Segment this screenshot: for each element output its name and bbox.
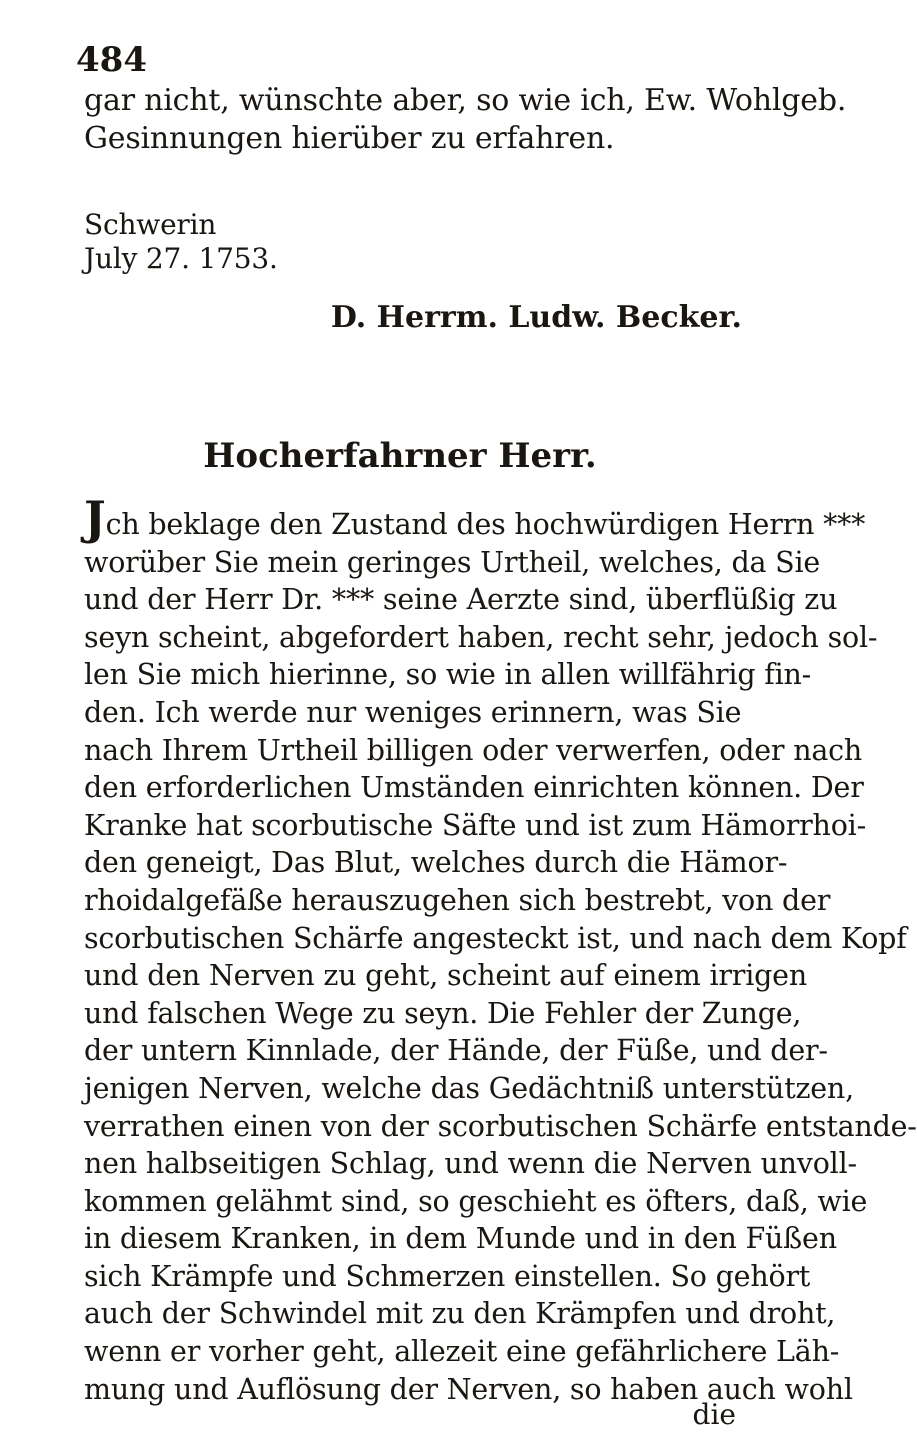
text-line: wenn er vorher geht, allezeit eine gefährlichere Läh- bbox=[84, 1335, 840, 1369]
text-line: len Sie mich hierinne, so wie in allen willfährig fin- bbox=[84, 658, 812, 692]
text-line: seyn scheint, abgefordert haben, recht sehr, jedoch sol- bbox=[84, 620, 878, 654]
place-line: Schwerin bbox=[84, 208, 217, 241]
text-line: auch der Schwindel mit zu den Krämpfen und droht, bbox=[84, 1297, 836, 1331]
text-line: den geneigt, Das Blut, welches durch die Hämor- bbox=[84, 846, 788, 880]
text-line: gar nicht, wünschte aber, so wie ich, Ew. Wohlgeb. bbox=[84, 83, 847, 118]
text-line: Kranke hat scorbutische Säfte und ist zum Hämorrhoi- bbox=[84, 808, 867, 842]
text-line: sich Krämpfe und Schmerzen einstellen. So gehört bbox=[84, 1259, 811, 1293]
text-line: verrathen einen von der scorbutischen Schärfe entstande- bbox=[84, 1109, 917, 1143]
text-line: Gesinnungen hierüber zu erfahren. bbox=[84, 121, 615, 156]
intro-paragraph bbox=[84, 82, 847, 158]
text-line: jenigen Nerven, welche das Gedächtniß unterstützen, bbox=[84, 1071, 854, 1105]
page-number: 484 bbox=[76, 40, 147, 80]
text-line: der untern Kinnlade, der Hände, der Füße, und der- bbox=[84, 1034, 828, 1068]
text-line: scorbutischen Schärfe angesteckt ist, und nach dem Kopf bbox=[84, 921, 907, 955]
text-line: rhoidalgefäße herauszugehen sich bestrebt, von der bbox=[84, 883, 831, 917]
text-line: in diesem Kranken, in dem Munde und in den Füßen bbox=[84, 1222, 837, 1256]
text-line: den. Ich werde nur weniges erinnern, was Sie bbox=[84, 695, 742, 729]
letter-body bbox=[84, 491, 917, 1408]
salutation-heading: Hocherfahrner Herr. bbox=[203, 436, 597, 476]
text-line: mung und Auflösung der Nerven, so haben auch wohl bbox=[84, 1372, 853, 1406]
text-line: den erforderlichen Umständen einrichten können. Der bbox=[84, 771, 864, 805]
text-line: worüber Sie mein geringes Urtheil, welches, da Sie bbox=[84, 545, 821, 579]
first-line-text: ch beklage den Zustand des hochwürdigen Herrn *** bbox=[105, 508, 866, 541]
text-line: und falschen Wege zu seyn. Die Fehler der Zunge, bbox=[84, 996, 802, 1030]
text-line: kommen gelähmt sind, so geschieht es öfters, daß, wie bbox=[84, 1184, 868, 1218]
date-line: July 27. 1753. bbox=[84, 242, 278, 275]
text-line: nach Ihrem Urtheil billigen oder verwerfen, oder nach bbox=[84, 733, 863, 767]
text-line: nen halbseitigen Schlag, und wenn die Nerven unvoll- bbox=[84, 1147, 857, 1181]
signature: D. Herrm. Ludw. Becker. bbox=[330, 300, 742, 335]
text-line-first bbox=[84, 491, 866, 545]
catchword: die bbox=[692, 1398, 736, 1431]
letter-closing bbox=[84, 208, 764, 276]
text-line: und den Nerven zu geht, scheint auf einem irrigen bbox=[84, 959, 807, 993]
initial-letter: J bbox=[84, 491, 106, 545]
text-line: und der Herr Dr. *** seine Aerzte sind, überflüßig zu bbox=[84, 583, 838, 617]
